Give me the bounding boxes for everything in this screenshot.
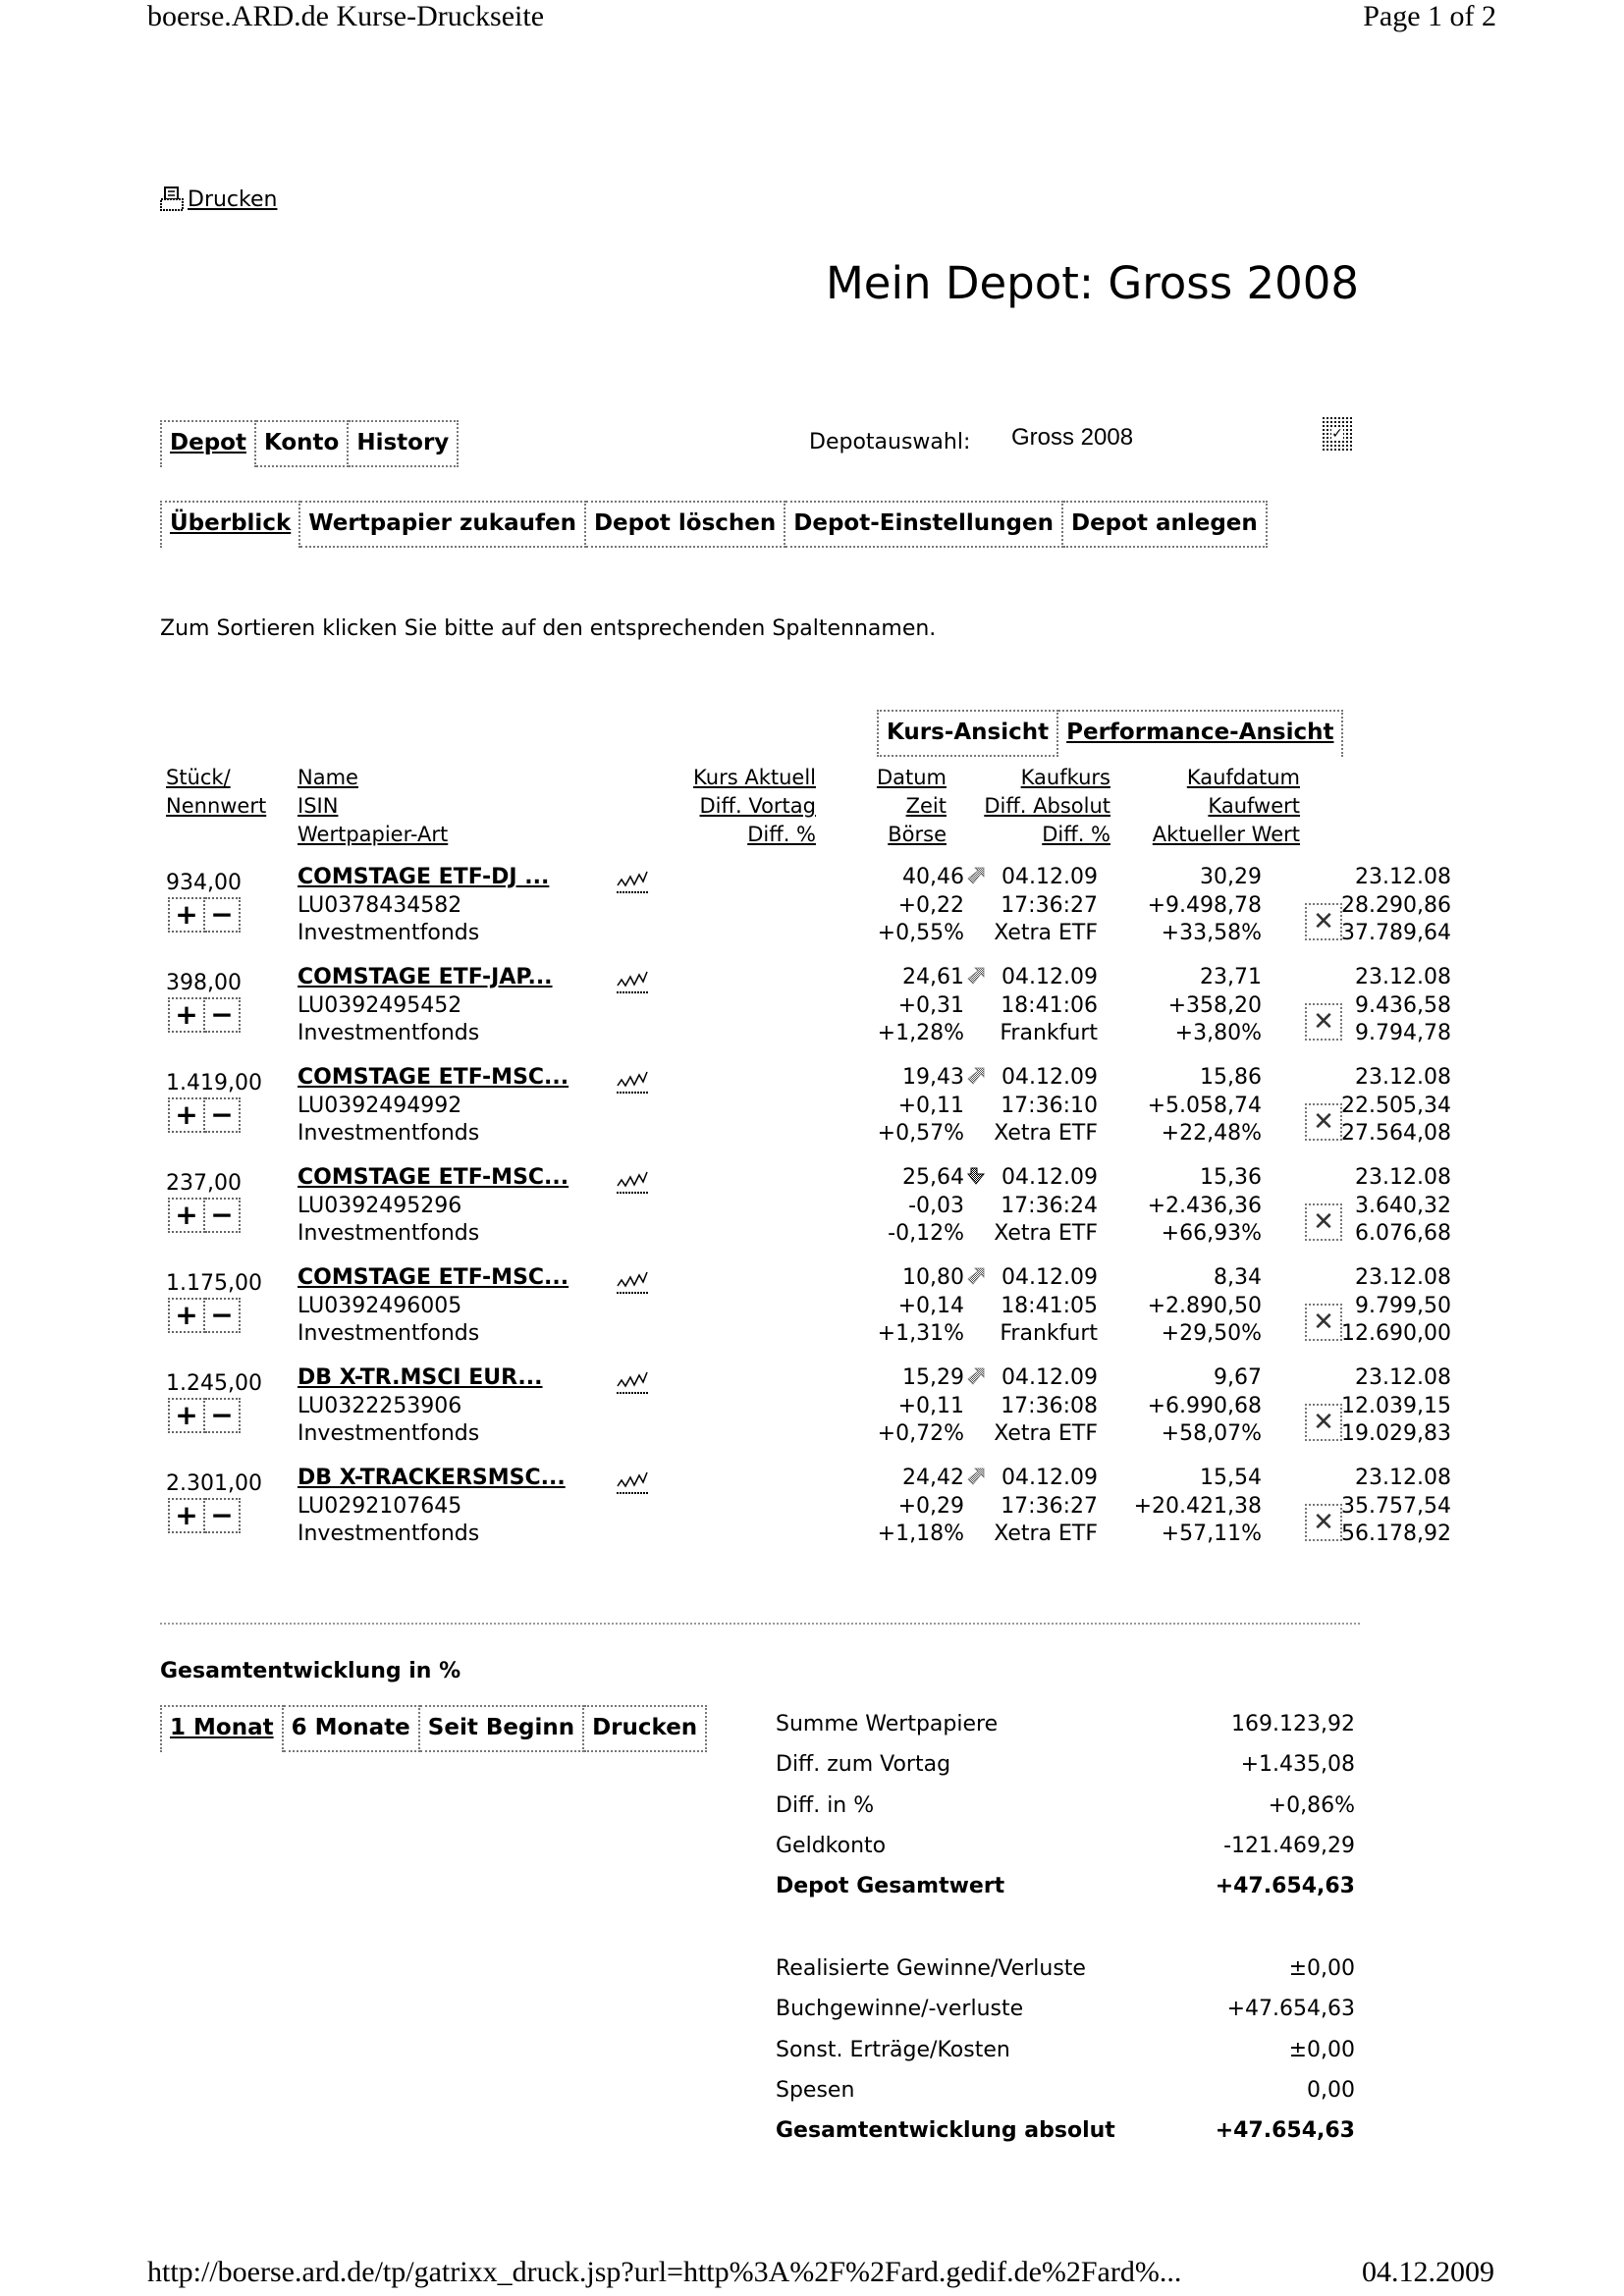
print-header-title: boerse.ARD.de Kurse-Druckseite: [147, 0, 545, 32]
view-tabs: [877, 710, 1343, 757]
summary-value: +1.435,08: [1240, 1752, 1355, 1778]
purchase-price: 15,86: [1200, 1065, 1262, 1090]
tab-kurs-ansicht[interactable]: Kurs-Ansicht: [877, 710, 1058, 757]
purchase-price: 15,36: [1200, 1165, 1262, 1190]
tab-depot-loeschen[interactable]: Depot löschen: [586, 501, 785, 548]
qty: 934,00: [166, 871, 242, 895]
quote-date: 04.12.09: [1001, 1165, 1098, 1190]
buy-more-button[interactable]: [168, 1198, 205, 1233]
diff-prev-day: +0,29: [897, 1493, 964, 1519]
diff-prev-day-pct: +1,18%: [877, 1522, 964, 1546]
plus-icon: +: [175, 1098, 198, 1131]
quote-time: 17:36:27: [1001, 892, 1098, 918]
trend-up-icon: [967, 967, 985, 985]
isin: LU0392496005: [298, 1293, 462, 1318]
diff-purchase-pct: +33,58%: [1161, 921, 1262, 945]
summary-row: [776, 2070, 1355, 2110]
sell-button[interactable]: [205, 1298, 241, 1333]
exchange: Frankfurt: [1000, 1021, 1098, 1045]
security-name-link[interactable]: COMSTAGE ETF-MSC...: [298, 1065, 569, 1090]
exchange: Xetra ETF: [994, 1221, 1098, 1246]
close-icon: ✕: [1313, 906, 1334, 936]
isin: LU0292107645: [298, 1493, 462, 1519]
diff-absolute: +2.890,50: [1147, 1293, 1262, 1318]
minus-icon: −: [210, 1098, 234, 1131]
delete-position-button[interactable]: [1305, 1404, 1342, 1441]
diff-purchase-pct: +3,80%: [1174, 1021, 1262, 1045]
purchase-date: 23.12.08: [1355, 1165, 1451, 1190]
tab-depot-einstellungen[interactable]: Depot-Einstellungen: [785, 501, 1063, 548]
summary-row: [776, 1866, 1355, 1906]
current-price: 40,46: [902, 865, 964, 889]
close-icon: ✕: [1313, 1206, 1334, 1237]
current-price: 15,29: [902, 1365, 964, 1390]
security-type: Investmentfonds: [298, 1421, 480, 1446]
quote-time: 18:41:05: [1001, 1293, 1098, 1318]
quote-time: 17:36:08: [1001, 1393, 1098, 1418]
purchase-value: 9.436,58: [1355, 992, 1451, 1018]
summary-row: [776, 1949, 1355, 1989]
minus-icon: −: [210, 1399, 234, 1431]
trend-down-icon: [967, 1167, 985, 1185]
sell-button[interactable]: [205, 1198, 241, 1233]
minus-icon: −: [210, 1499, 234, 1531]
position-row: [160, 1264, 1451, 1362]
summary-value: 169.123,92: [1231, 1712, 1355, 1736]
diff-purchase-pct: +29,50%: [1161, 1321, 1262, 1346]
main-tabs: [160, 420, 459, 467]
security-type: Investmentfonds: [298, 1121, 480, 1146]
trend-up-icon: [967, 1067, 985, 1085]
summary-row: [776, 1704, 1355, 1744]
plus-icon: +: [175, 1299, 198, 1331]
summary-value: +47.654,63: [1226, 1997, 1355, 2022]
summary-label: Spesen: [776, 2077, 855, 2103]
diff-prev-day: +0,22: [897, 892, 964, 918]
security-name-link[interactable]: COMSTAGE ETF-MSC...: [298, 1165, 569, 1190]
summary-label: Buchgewinne/-verluste: [776, 1997, 1024, 2022]
purchase-date: 23.12.08: [1355, 1065, 1451, 1090]
diff-absolute: +5.058,74: [1147, 1093, 1262, 1118]
position-row: [160, 1364, 1451, 1463]
chart-icon[interactable]: [616, 1370, 649, 1396]
col-header-name[interactable]: Name ISIN Wertpapier-Art: [298, 766, 449, 846]
purchase-date: 23.12.08: [1355, 965, 1451, 989]
sell-button[interactable]: [205, 1498, 241, 1533]
tab-depot[interactable]: Depot: [160, 420, 256, 467]
purchase-price: 15,54: [1200, 1466, 1262, 1490]
exchange: Frankfurt: [1000, 1321, 1098, 1346]
security-name-link[interactable]: COMSTAGE ETF-JAP...: [298, 965, 553, 989]
delete-position-button[interactable]: [1305, 1504, 1342, 1541]
col-header-qty[interactable]: Stück/ Nennwert: [166, 766, 267, 818]
quote-date: 04.12.09: [1001, 1265, 1098, 1290]
summary-value: +0,86%: [1268, 1792, 1355, 1818]
position-row: [160, 964, 1451, 1062]
print-link-label: Drucken: [188, 187, 278, 212]
depot-select-value[interactable]: Gross 2008: [1011, 424, 1134, 451]
qty: 237,00: [166, 1171, 242, 1196]
summary-label: Depot Gesamtwert: [776, 1874, 1005, 1899]
diff-prev-day-pct: +0,72%: [877, 1421, 964, 1446]
diff-absolute: +2.436,36: [1147, 1193, 1262, 1218]
purchase-price: 23,71: [1200, 965, 1262, 989]
sell-button[interactable]: [205, 997, 241, 1033]
tab-1-monat[interactable]: 1 Monat: [160, 1705, 284, 1752]
isin: LU0392495296: [298, 1193, 462, 1218]
current-value: 37.789,64: [1341, 921, 1451, 945]
qty: 1.419,00: [166, 1071, 262, 1095]
quote-date: 04.12.09: [1001, 1466, 1098, 1490]
tab-ueberblick[interactable]: Überblick: [160, 501, 300, 548]
buy-more-button[interactable]: [168, 997, 205, 1033]
purchase-value: 12.039,15: [1341, 1393, 1451, 1418]
tab-drucken[interactable]: Drucken: [584, 1705, 707, 1752]
diff-prev-day: +0,11: [897, 1393, 964, 1418]
current-value: 6.076,68: [1355, 1221, 1451, 1246]
plus-icon: +: [175, 1399, 198, 1431]
current-value: 27.564,08: [1341, 1121, 1451, 1146]
current-value: 19.029,83: [1341, 1421, 1451, 1446]
position-row: [160, 864, 1451, 962]
quote-date: 04.12.09: [1001, 1065, 1098, 1090]
diff-purchase-pct: +57,11%: [1161, 1522, 1262, 1546]
purchase-value: 9.799,50: [1355, 1293, 1451, 1318]
buy-more-button[interactable]: [168, 1097, 205, 1133]
col-header-kaufdatum[interactable]: Kaufdatum Kaufwert Aktueller Wert: [1152, 766, 1300, 846]
positions-table: [160, 864, 1451, 1571]
diff-purchase-pct: +22,48%: [1161, 1121, 1262, 1146]
buy-more-button[interactable]: [168, 1298, 205, 1333]
chart-icon[interactable]: [616, 1170, 649, 1196]
trend-up-icon: [967, 1468, 985, 1485]
plus-icon: +: [175, 998, 198, 1031]
quote-time: 17:36:24: [1001, 1193, 1098, 1218]
summary-label: Gesamtentwicklung absolut: [776, 2118, 1115, 2144]
tab-seit-beginn[interactable]: Seit Beginn: [420, 1705, 584, 1752]
tab-wertpapier-zukaufen[interactable]: Wertpapier zukaufen: [300, 501, 586, 548]
purchase-date: 23.12.08: [1355, 1466, 1451, 1490]
plus-icon: +: [175, 1199, 198, 1231]
printer-icon: [160, 187, 184, 212]
summary-row: [776, 1826, 1355, 1866]
exchange: Xetra ETF: [994, 1522, 1098, 1546]
buy-more-button[interactable]: [168, 897, 205, 933]
purchase-value: 3.640,32: [1355, 1193, 1451, 1218]
isin: LU0322253906: [298, 1393, 462, 1418]
diff-prev-day-pct: +0,57%: [877, 1121, 964, 1146]
minus-icon: −: [210, 1299, 234, 1331]
summary-value: ±0,00: [1288, 2037, 1355, 2062]
buy-more-button[interactable]: [168, 1498, 205, 1533]
tab-depot-anlegen[interactable]: Depot anlegen: [1063, 501, 1268, 548]
summary-row: [776, 1989, 1355, 2029]
chart-icon[interactable]: [616, 1070, 649, 1095]
summary-row: [776, 1744, 1355, 1785]
summary-label: Realisierte Gewinne/Verluste: [776, 1956, 1086, 1981]
security-name-link[interactable]: DB X-TRACKERSMSC...: [298, 1466, 566, 1490]
print-link[interactable]: [160, 187, 281, 212]
exchange: Xetra ETF: [994, 1121, 1098, 1146]
purchase-date: 23.12.08: [1355, 865, 1451, 889]
summary-value: 0,00: [1307, 2077, 1355, 2103]
minus-icon: −: [210, 898, 234, 931]
sell-button[interactable]: [205, 1398, 241, 1433]
close-icon: ✕: [1313, 1407, 1334, 1437]
trend-up-icon: [967, 867, 985, 884]
close-icon: ✕: [1313, 1006, 1334, 1037]
diff-prev-day-pct: +1,31%: [877, 1321, 964, 1346]
isin: LU0392494992: [298, 1093, 462, 1118]
purchase-value: 35.757,54: [1341, 1493, 1451, 1519]
diff-prev-day-pct: +1,28%: [877, 1021, 964, 1045]
current-value: 9.794,78: [1355, 1021, 1451, 1045]
isin: LU0378434582: [298, 892, 462, 918]
sort-hint: Zum Sortieren klicken Sie bitte auf den entsprechenden Spaltennamen.: [160, 616, 937, 641]
purchase-date: 23.12.08: [1355, 1365, 1451, 1390]
delete-position-button[interactable]: [1305, 1003, 1342, 1041]
diff-absolute: +20.421,38: [1133, 1493, 1262, 1519]
current-price: 10,80: [902, 1265, 964, 1290]
quote-time: 18:41:06: [1001, 992, 1098, 1018]
position-row: [160, 1064, 1451, 1162]
diff-prev-day: +0,31: [897, 992, 964, 1018]
diff-prev-day-pct: +0,55%: [877, 921, 964, 945]
sell-button[interactable]: [205, 897, 241, 933]
col-header-datum[interactable]: Datum Zeit Börse: [876, 766, 947, 846]
sell-button[interactable]: [205, 1097, 241, 1133]
tab-performance-ansicht[interactable]: Performance-Ansicht: [1058, 710, 1343, 757]
delete-position-button[interactable]: [1305, 903, 1342, 940]
divider: [160, 1623, 1360, 1625]
purchase-date: 23.12.08: [1355, 1265, 1451, 1290]
close-icon: ✕: [1313, 1507, 1334, 1537]
summary-value: ±0,00: [1288, 1956, 1355, 1981]
summary-value: +47.654,63: [1215, 1874, 1355, 1899]
summary-label: Summe Wertpapiere: [776, 1712, 999, 1736]
diff-purchase-pct: +66,93%: [1161, 1221, 1262, 1246]
security-name-link[interactable]: DB X-TR.MSCI EUR...: [298, 1365, 543, 1390]
print-footer-date: 04.12.2009: [1362, 2256, 1494, 2288]
trend-up-icon: [967, 1267, 985, 1285]
current-value: 56.178,92: [1341, 1522, 1451, 1546]
summary-label: Diff. zum Vortag: [776, 1752, 951, 1778]
close-icon: ✕: [1313, 1106, 1334, 1137]
minus-icon: −: [210, 998, 234, 1031]
summary-label: Sonst. Erträge/Kosten: [776, 2037, 1010, 2062]
diff-prev-day: +0,14: [897, 1293, 964, 1318]
qty: 398,00: [166, 971, 242, 995]
col-header-kaufkurs[interactable]: Kaufkurs Diff. Absolut Diff. %: [984, 766, 1110, 846]
qty: 2.301,00: [166, 1471, 262, 1496]
chart-icon[interactable]: [616, 1470, 649, 1496]
exchange: Xetra ETF: [994, 1421, 1098, 1446]
qty: 1.245,00: [166, 1371, 262, 1396]
diff-absolute: +358,20: [1167, 992, 1262, 1018]
quote-date: 04.12.09: [1001, 1365, 1098, 1390]
performance-title: Gesamtentwicklung in %: [160, 1659, 461, 1683]
isin: LU0392495452: [298, 992, 462, 1018]
security-type: Investmentfonds: [298, 1221, 480, 1246]
print-header-page: Page 1 of 2: [1363, 0, 1496, 32]
chart-icon[interactable]: [616, 1270, 649, 1296]
buy-more-button[interactable]: [168, 1398, 205, 1433]
summary-label: Diff. in %: [776, 1792, 875, 1818]
current-price: 24,61: [902, 965, 964, 989]
trend-up-icon: [967, 1367, 985, 1385]
summary-row: [776, 2110, 1355, 2151]
diff-absolute: +9.498,78: [1147, 892, 1262, 918]
current-value: 12.690,00: [1341, 1321, 1451, 1346]
plus-icon: +: [175, 898, 198, 931]
purchase-price: 9,67: [1214, 1365, 1262, 1390]
quote-date: 04.12.09: [1001, 865, 1098, 889]
page-title: Mein Depot: Gross 2008: [825, 257, 1359, 309]
current-price: 24,42: [902, 1466, 964, 1490]
diff-prev-day: +0,11: [897, 1093, 964, 1118]
exchange: Xetra ETF: [994, 921, 1098, 945]
close-icon: ✕: [1313, 1307, 1334, 1337]
current-price: 19,43: [902, 1065, 964, 1090]
col-header-kurs[interactable]: Kurs Aktuell Diff. Vortag Diff. %: [693, 766, 816, 846]
depot-select-label: Depotauswahl:: [809, 430, 971, 454]
minus-icon: −: [210, 1199, 234, 1231]
summary-label: Geldkonto: [776, 1833, 887, 1858]
security-type: Investmentfonds: [298, 1021, 480, 1045]
position-row: [160, 1465, 1451, 1563]
qty: 1.175,00: [166, 1271, 262, 1296]
summary-row: [776, 1786, 1355, 1826]
plus-icon: +: [175, 1499, 198, 1531]
diff-absolute: +6.990,68: [1147, 1393, 1262, 1418]
quote-date: 04.12.09: [1001, 965, 1098, 989]
current-price: 25,64: [902, 1165, 964, 1190]
security-type: Investmentfonds: [298, 1321, 480, 1346]
purchase-value: 28.290,86: [1341, 892, 1451, 918]
summary-value: -121.469,29: [1223, 1833, 1355, 1858]
quote-time: 17:36:27: [1001, 1493, 1098, 1519]
summary-row: [776, 2030, 1355, 2070]
security-name-link[interactable]: COMSTAGE ETF-DJ ...: [298, 865, 550, 889]
chart-icon[interactable]: [616, 870, 649, 895]
tab-history[interactable]: History: [349, 420, 459, 467]
purchase-price: 30,29: [1200, 865, 1262, 889]
delete-position-button[interactable]: [1305, 1103, 1342, 1141]
tab-konto[interactable]: Konto: [256, 420, 349, 467]
print-footer-url: http://boerse.ard.de/tp/gatrixx_druck.jsp?url=http%3A%2F%2Fard.gedif.de%2Fard%...: [147, 2256, 1182, 2288]
delete-position-button[interactable]: [1305, 1304, 1342, 1341]
diff-prev-day-pct: -0,12%: [888, 1221, 964, 1246]
tab-6-monate[interactable]: 6 Monate: [284, 1705, 420, 1752]
chart-icon[interactable]: [616, 970, 649, 995]
sub-tabs: [160, 501, 1268, 548]
purchase-price: 8,34: [1214, 1265, 1262, 1290]
delete-position-button[interactable]: [1305, 1203, 1342, 1241]
dropdown-icon[interactable]: ✓: [1322, 416, 1353, 452]
summary-value: +47.654,63: [1215, 2118, 1355, 2144]
quote-time: 17:36:10: [1001, 1093, 1098, 1118]
purchase-value: 22.505,34: [1341, 1093, 1451, 1118]
security-name-link[interactable]: COMSTAGE ETF-MSC...: [298, 1265, 569, 1290]
performance-tabs: [160, 1705, 707, 1752]
security-type: Investmentfonds: [298, 921, 480, 945]
diff-prev-day: -0,03: [908, 1193, 964, 1218]
security-type: Investmentfonds: [298, 1522, 480, 1546]
diff-purchase-pct: +58,07%: [1161, 1421, 1262, 1446]
position-row: [160, 1164, 1451, 1262]
